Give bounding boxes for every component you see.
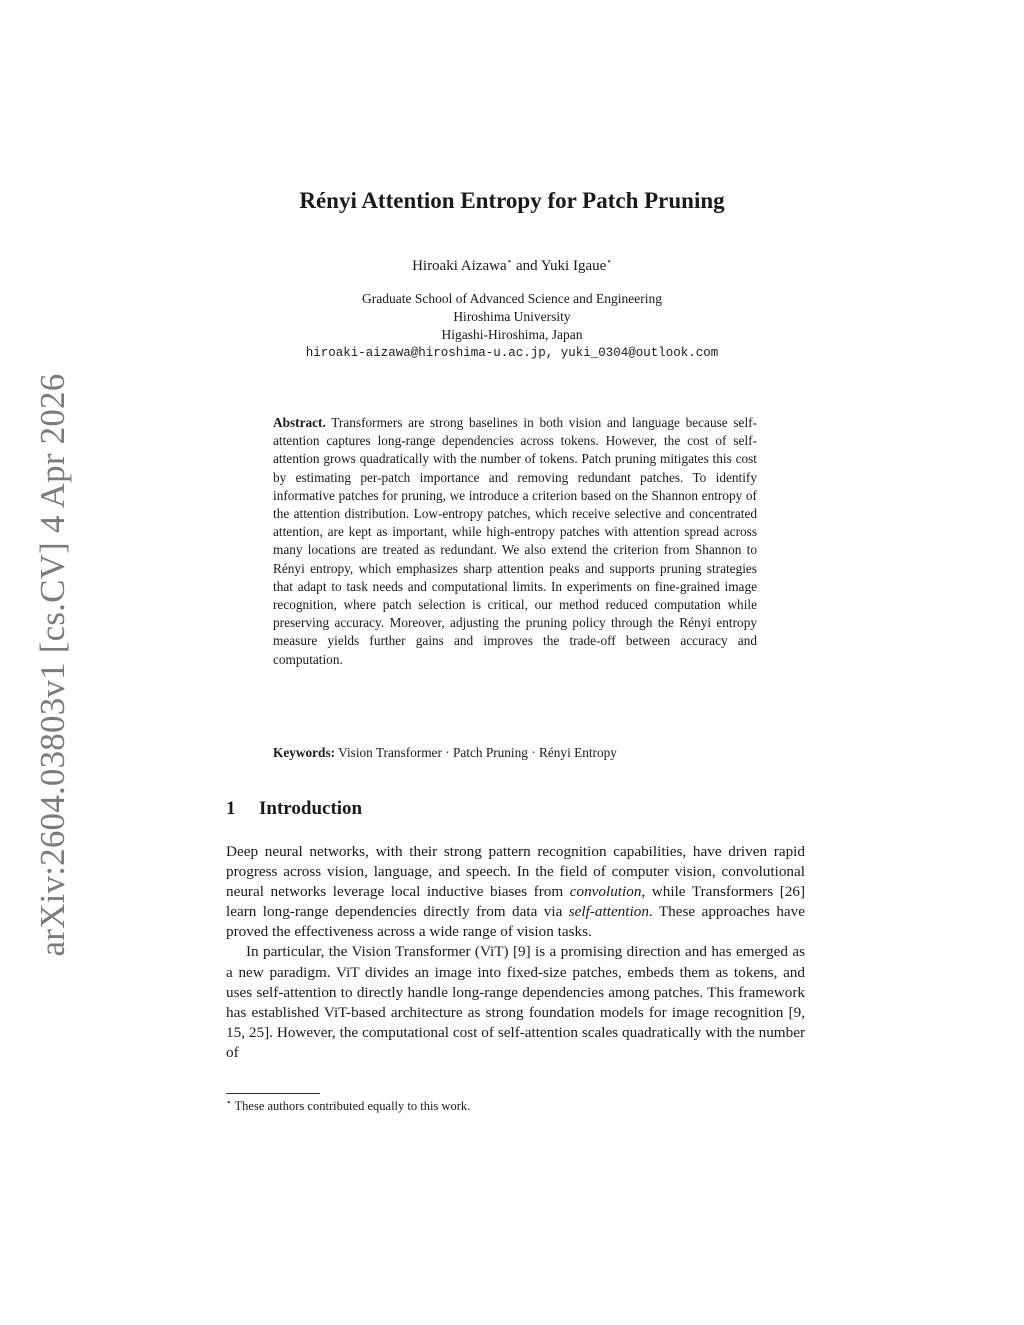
affiliation-school: Graduate School of Advanced Science and Engineering: [362, 291, 662, 306]
body-text: [226, 842, 805, 1063]
author-line: [0, 256, 1024, 275]
abstract: [273, 414, 757, 669]
keywords: [273, 745, 757, 761]
footnote-text: These authors contributed equally to this work.: [231, 1099, 471, 1114]
footnote-mark: ⋆: [226, 1097, 232, 1107]
arxiv-identifier: arXiv:2604.03803v1 [cs.CV] 4 Apr 2026: [33, 373, 72, 957]
section-title: Introduction: [259, 798, 363, 819]
paragraph-text: Deep neural networks, with their strong pattern recognition capabilities, have driven rapid progress across vision, language, and speech. In the field of computer vision, convolutional neural networks leverage local inductive biases from: [226, 843, 805, 901]
author-connector: and: [512, 258, 541, 274]
paragraph: In particular, the Vision Transformer (ViT) [9] is a promising direction and has emerged as a new paradigm. ViT divides an image into fixed-size patches, embeds them as tokens, and uses self-attention to directly handle long-range dependencies among patches. This framework has established ViT-based architecture as strong foundation models for image recognition [9, 15, 25]. However, the computational cost of self-attention scales quadratically with the number of: [226, 943, 805, 1061]
author-emails: hiroaki-aizawa@hiroshima-u.ac.jp, yuki_0304@outlook.com: [305, 346, 719, 360]
abstract-text: Transformers are strong baselines in both vision and language because self-attention captures long-range dependencies across tokens. However, the cost of self-attention grows quadratically with the number of tokens. Patch pruning mitigates this cost by estimating per-patch importance and removing redundant patches. To identify informative patches for pruning, we introduce a criterion based on the Shannon entropy of the attention distribution. Low-entropy patches, which receive selective and concentrated attention, are kept as important, while high-entropy patches with attention spread across many locations are treated as redundant. We also extend the criterion from Shannon to Rényi entropy, which emphasizes sharp attention peaks and supports pruning strategies that adapt to task needs and computational limits. In experiments on fine-grained image recognition, where patch selection is critical, our method reduced computation while preserving accuracy. Moreover, adjusting the pruning policy through the Rényi entropy measure yields further gains and improves the trade-off between accuracy and computation.: [273, 415, 757, 667]
section-heading: [226, 798, 362, 820]
equal-contribution-mark: ⋆: [606, 256, 612, 266]
abstract-label: Abstract.: [273, 415, 326, 430]
section-number: 1: [226, 798, 236, 819]
paragraph-text: , while Transformers [26] learn long-range dependencies directly from data via: [226, 883, 805, 921]
affiliation-location: Higashi-Hiroshima, Japan: [441, 327, 583, 342]
footnote: [226, 1097, 805, 1114]
paragraph: [226, 842, 805, 942]
keywords-text: Vision Transformer · Patch Pruning · Rényi Entropy: [338, 745, 617, 760]
paragraph-text: . These approaches have proved the effectiveness across a wide range of vision tasks.: [226, 903, 805, 941]
author-name: Hiroaki Aizawa: [412, 258, 507, 274]
emphasized-term: convolution: [569, 883, 642, 901]
affiliation-university: Hiroshima University: [453, 309, 571, 324]
keywords-label: Keywords:: [273, 745, 336, 760]
emphasized-term: self-attention: [568, 903, 649, 921]
author-name: Yuki Igaue: [540, 258, 607, 274]
affiliation-block: [0, 290, 1024, 362]
paper-title: Rényi Attention Entropy for Patch Pruning: [299, 188, 725, 213]
footnote-rule: [226, 1093, 320, 1094]
equal-contribution-mark: ⋆: [506, 256, 513, 266]
